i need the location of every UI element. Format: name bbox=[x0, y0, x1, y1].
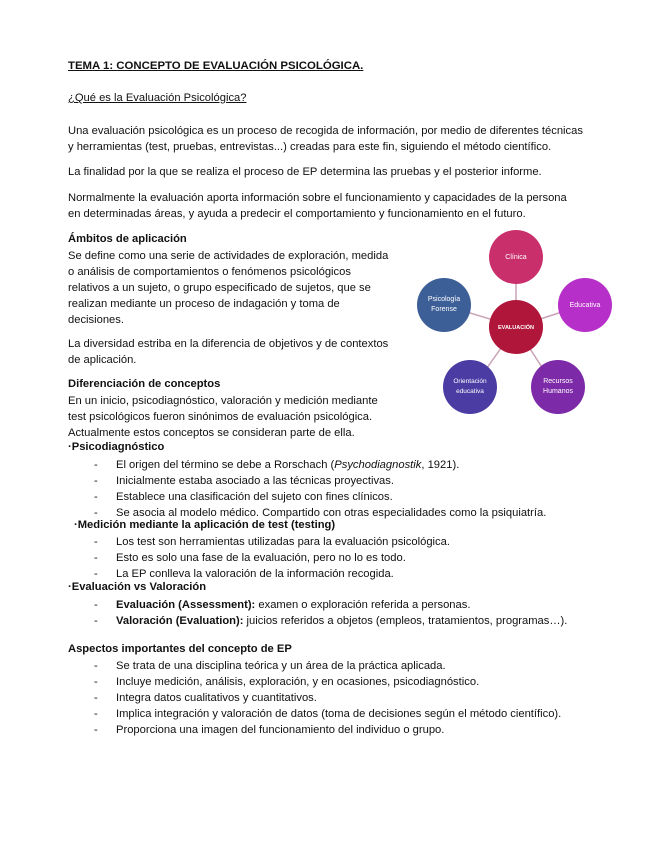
diferenciacion-paragraph bbox=[68, 393, 378, 441]
diagram-node-educativa bbox=[558, 278, 612, 332]
text-line: de aplicación. bbox=[68, 354, 137, 366]
list-text: Proporciona una imagen del funcionamiento del individuo o grupo. bbox=[116, 724, 445, 736]
list-dash: - bbox=[94, 475, 98, 487]
list-dash: - bbox=[94, 459, 98, 471]
ambitos-paragraph-1 bbox=[68, 248, 388, 328]
list-text: Incluye medición, análisis, exploración, y en ocasiones, psicodiagnóstico. bbox=[116, 676, 480, 688]
list-text: , 1921). bbox=[421, 459, 460, 471]
evaluacion-vs-list bbox=[94, 597, 567, 629]
node-label: Educativa bbox=[569, 302, 601, 309]
diagram-node-orientacion-educativa bbox=[443, 360, 497, 414]
aspectos-heading: Aspectos importantes del concepto de EP bbox=[68, 643, 292, 655]
node-label: Psicología bbox=[427, 296, 461, 303]
medicion-list bbox=[94, 534, 450, 582]
list-text: Integra datos cualitativos y cuantitativos. bbox=[116, 692, 317, 704]
list-text: juicios referidos a objetos (empleos, tratamientos, programas…). bbox=[243, 615, 568, 627]
text-line: Actualmente estos conceptos se consideran parte de ella. bbox=[68, 427, 355, 439]
text-line: En un inicio, psicodiagnóstico, valoración y medición mediante bbox=[68, 395, 378, 407]
aspectos-list bbox=[94, 658, 561, 738]
psicodiagnostico-heading: ·Psicodiagnóstico bbox=[68, 441, 165, 453]
list-text-italic: Psychodiagnostik bbox=[334, 459, 422, 471]
list-item bbox=[94, 534, 450, 550]
list-item bbox=[94, 658, 561, 674]
list-text: La EP conlleva la valoración de la información recogida. bbox=[116, 568, 394, 580]
intro-paragraph-2: La finalidad por la que se realiza el proceso de EP determina las pruebas y el posterior informe. bbox=[68, 166, 542, 178]
term-bold: Valoración (Evaluation): bbox=[116, 615, 244, 627]
list-dash: - bbox=[94, 724, 98, 736]
text-line: Normalmente la evaluación aporta información sobre el funcionamiento y capacidades de la persona bbox=[68, 192, 567, 204]
list-text: Los test son herramientas utilizadas para la evaluación psicológica. bbox=[116, 536, 450, 548]
list-dash: - bbox=[94, 507, 98, 519]
list-item bbox=[94, 550, 450, 566]
center-label: EVALUACIÓN bbox=[498, 325, 534, 331]
node-label: Forense bbox=[431, 306, 457, 313]
list-dash: - bbox=[94, 599, 98, 611]
text-line: o análisis de comportamientos o fenómenos psicológicos bbox=[68, 266, 351, 278]
text-line: test psicológicos fueron sinónimos de evaluación psicológica. bbox=[68, 411, 373, 423]
evaluacion-diagram bbox=[410, 225, 620, 420]
ambitos-paragraph-2 bbox=[68, 336, 388, 368]
node-label: Orientación bbox=[453, 378, 487, 385]
list-dash: - bbox=[94, 568, 98, 580]
intro-paragraph-1 bbox=[68, 123, 583, 155]
list-dash: - bbox=[94, 552, 98, 564]
diagram-node-recursos-humanos bbox=[531, 360, 585, 414]
list-item bbox=[94, 597, 567, 613]
list-item bbox=[94, 722, 561, 738]
list-text: Se trata de una disciplina teórica y un área de la práctica aplicada. bbox=[116, 660, 446, 672]
text-line: Una evaluación psicológica es un proceso de recogida de información, por medio de diferentes técnicas bbox=[68, 125, 583, 137]
intro-paragraph-3 bbox=[68, 190, 567, 222]
list-text: Establece una clasificación del sujeto con fines clínicos. bbox=[116, 491, 393, 503]
list-text: Implica integración y valoración de datos (toma de decisiones según el método científico). bbox=[116, 708, 562, 720]
text-line: La diversidad estriba en la diferencia de objetivos y de contextos bbox=[68, 338, 389, 350]
list-item bbox=[94, 613, 567, 629]
list-text: examen o exploración referida a personas. bbox=[255, 599, 471, 611]
list-dash: - bbox=[94, 615, 98, 627]
node-label: educativa bbox=[456, 388, 484, 395]
diagram-center-node bbox=[489, 300, 543, 354]
page-title: TEMA 1: CONCEPTO DE EVALUACIÓN PSICOLÓGICA. bbox=[68, 60, 364, 72]
list-item bbox=[94, 706, 561, 722]
ambitos-heading: Ámbitos de aplicación bbox=[68, 233, 187, 245]
text-line: Se define como una serie de actividades de exploración, medida bbox=[68, 250, 389, 262]
list-item bbox=[94, 457, 546, 473]
list-text: Esto es solo una fase de la evaluación, pero no lo es todo. bbox=[116, 552, 406, 564]
node-label: Humanos bbox=[543, 388, 573, 395]
medicion-heading: ·Medición mediante la aplicación de test (testing) bbox=[74, 519, 336, 531]
section-question: ¿Qué es la Evaluación Psicológica? bbox=[68, 92, 247, 104]
evaluacion-vs-heading: ·Evaluación vs Valoración bbox=[68, 581, 207, 593]
list-dash: - bbox=[94, 660, 98, 672]
term-bold: Evaluación (Assessment): bbox=[116, 599, 256, 611]
list-item bbox=[94, 473, 546, 489]
list-item bbox=[94, 489, 546, 505]
list-dash: - bbox=[94, 536, 98, 548]
text-line: en determinadas áreas, y ayuda a predecir el comportamiento y funcionamiento en el futuro. bbox=[68, 208, 526, 220]
text-line: relativos a un sujeto, o grupo especificado de sujetos, que se bbox=[68, 282, 371, 294]
list-text: Se asocia al modelo médico. Compartido con otras especialidades como la psiquiatría. bbox=[116, 507, 547, 519]
list-dash: - bbox=[94, 708, 98, 720]
list-item bbox=[94, 674, 561, 690]
text-line: y herramientas (test, pruebas, entrevistas...) creadas para este fin, siguiendo el método científico. bbox=[68, 141, 552, 153]
list-text: El origen del término se debe a Rorschach ( bbox=[116, 459, 335, 471]
list-dash: - bbox=[94, 692, 98, 704]
node-circle bbox=[443, 360, 497, 414]
list-dash: - bbox=[94, 491, 98, 503]
diferenciacion-heading: Diferenciación de conceptos bbox=[68, 378, 221, 390]
list-item bbox=[94, 566, 450, 582]
list-dash: - bbox=[94, 676, 98, 688]
text-line: realizan mediante un proceso de indagación y toma de bbox=[68, 298, 340, 310]
diagram-node-clinica bbox=[489, 230, 543, 284]
psicodiagnostico-list bbox=[94, 457, 546, 521]
node-circle bbox=[417, 278, 471, 332]
text-line: decisiones. bbox=[68, 314, 124, 326]
node-label: Recursos bbox=[543, 378, 573, 385]
list-text: Inicialmente estaba asociado a las técnicas proyectivas. bbox=[116, 475, 394, 487]
diagram-node-psicologia-forense bbox=[417, 278, 471, 332]
node-circle bbox=[531, 360, 585, 414]
node-label: Clínica bbox=[505, 254, 527, 261]
list-item bbox=[94, 690, 561, 706]
